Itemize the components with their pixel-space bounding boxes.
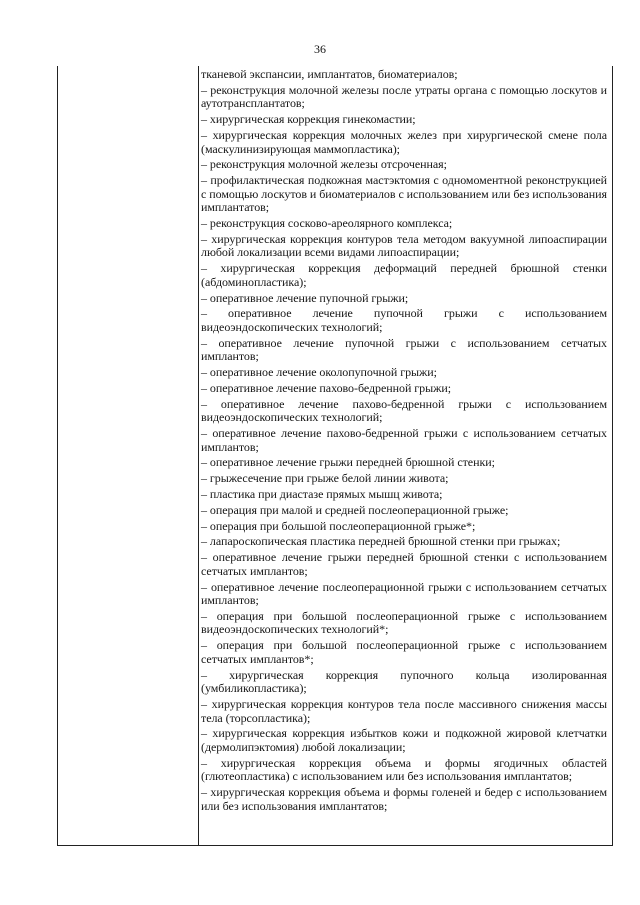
list-item: – реконструкция молочной железы отсроченная;	[201, 157, 447, 172]
list-item: – хирургическая коррекция объема и формы голеней и бедер с использованием или без использования имплантатов;	[201, 785, 607, 813]
list-item: – оперативное лечение пупочной грыжи с использованием видеоэндоскопических технологий;	[201, 306, 607, 334]
list-item: – оперативное лечение грыжи передней брюшной стенки;	[201, 455, 495, 470]
list-item: – оперативное лечение пахово-бедренной грыжи с использованием видеоэндоскопических технологий;	[201, 396, 607, 425]
list-item: – лапароскопическая пластика передней брюшной стенки при грыжах;	[201, 534, 561, 549]
list-item: – грыжесечение при грыже белой линии живота;	[201, 471, 449, 486]
list-item: – пластика при диастазе прямых мышц живота;	[201, 487, 443, 501]
list-item: – операция при большой послеоперационной грыже с использованием сетчатых имплантов*;	[201, 638, 607, 666]
list-item: – реконструкция сосково-ареолярного комплекса;	[201, 216, 453, 231]
list-item: – хирургическая коррекция контуров тела после массивного снижения массы тела (торсопластика);	[201, 697, 607, 725]
column-divider	[198, 66, 199, 845]
list-item: – операция при малой и средней послеоперационной грыже;	[201, 502, 509, 517]
list-item: – операция при большой послеоперационной грыже с использованием видеоэндоскопических технологий*;	[201, 608, 607, 637]
list-item: – хирургическая коррекция гинекомастии;	[201, 112, 416, 127]
list-item: тканевой экспансии, имплантатов, биоматериалов;	[201, 67, 458, 81]
list-item: – хирургическая коррекция контуров тела методом вакуумной липоаспирации любой локализации всеми видами липоаспирации;	[201, 231, 607, 260]
list-item: – оперативное лечение пахово-бедренной грыжи;	[201, 380, 452, 395]
list-item: – оперативное лечение околопупочной грыжи;	[201, 365, 437, 380]
list-item: – операция при большой послеоперационной грыже*;	[201, 518, 476, 533]
list-item: – реконструкция молочной железы после утраты органа с помощью лоскутов и аутотрансплантатов;	[201, 82, 607, 111]
list-item: – хирургическая коррекция деформаций передней брюшной стенки (абдоминопластика);	[201, 261, 607, 289]
list-item: – оперативное лечение пупочной грыжи;	[201, 290, 409, 305]
procedure-list	[201, 68, 607, 816]
list-item: – оперативное лечение пупочной грыжи с использованием сетчатых имплантов;	[201, 335, 607, 364]
list-item: – оперативное лечение грыжи передней брюшной стенки с использованием сетчатых имплантов;	[201, 550, 607, 578]
page-number: 36	[314, 42, 326, 56]
list-item: – профилактическая подкожная мастэктомия с одномоментной реконструкцией с помощью лоскутов и биоматериалов с использованием или без использования имплантатов;	[201, 173, 607, 215]
list-item: – оперативное лечение послеоперационной грыжи с использованием сетчатых имплантов;	[201, 579, 607, 608]
list-item: – хирургическая коррекция избытков кожи и подкожной жировой клетчатки (дермолипэктомия) любой локализации;	[201, 726, 607, 754]
list-item: – оперативное лечение пахово-бедренной грыжи с использованием сетчатых имплантов;	[201, 426, 607, 454]
list-item: – хирургическая коррекция молочных желез при хирургической смене пола (маскулинизирующая маммопластика);	[201, 127, 607, 156]
list-item: – хирургическая коррекция пупочного кольца изолированная (умбиликопластика);	[201, 667, 607, 696]
list-item: – хирургическая коррекция объема и формы ягодичных областей (глютеопластика) с использованием или без использования имплантатов;	[201, 755, 607, 784]
